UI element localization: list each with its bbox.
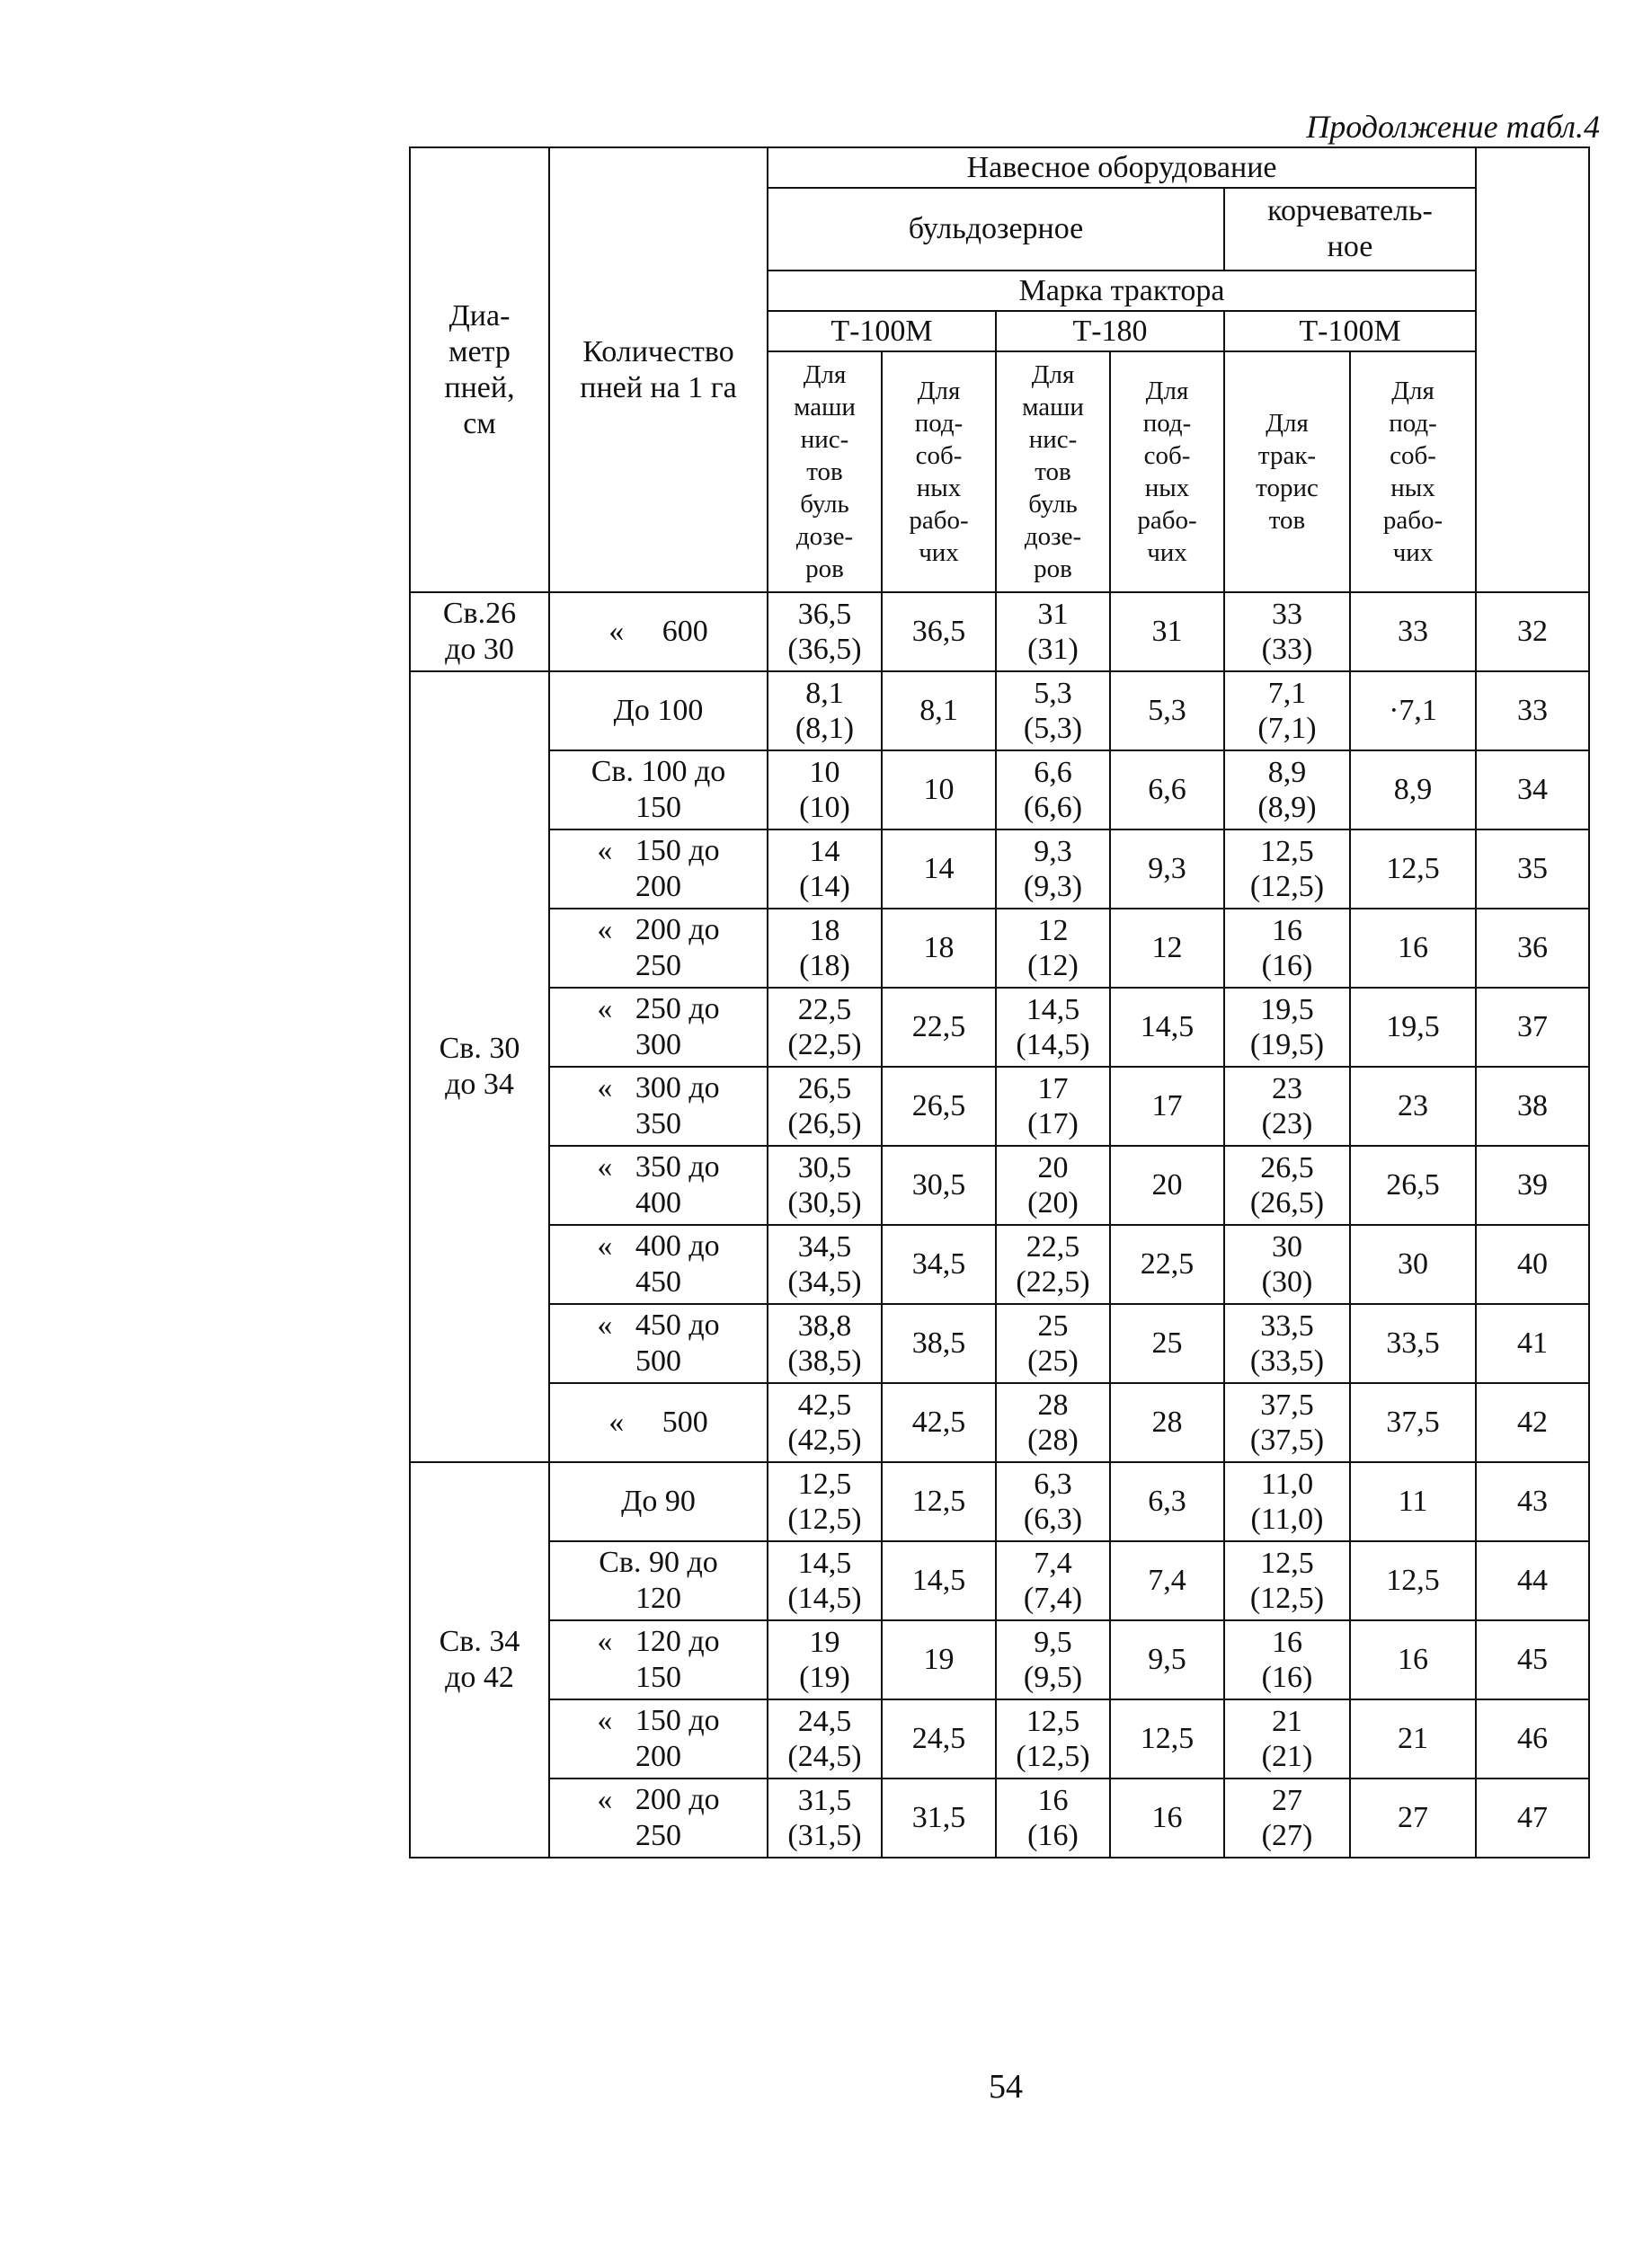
header-equipment: Навесное оборудование — [768, 147, 1476, 188]
norm-value-cell-4: 28 — [1110, 1383, 1224, 1462]
norm-value-cell-2: 34,5 — [882, 1225, 996, 1304]
norm-value-cell-5: 26,5 (26,5) — [1224, 1146, 1350, 1225]
header-col-auxiliary-workers-3: Для под- соб- ных рабо- чих — [1350, 351, 1476, 592]
stump-count-cell: « 300 до 350 — [549, 1067, 768, 1146]
stump-count-cell: Св. 90 до 120 — [549, 1541, 768, 1620]
norm-value-cell-3: 6,3 (6,3) — [996, 1462, 1110, 1541]
norm-value-cell-5: 33 (33) — [1224, 592, 1350, 671]
norm-value-cell-6: 30 — [1350, 1225, 1476, 1304]
header-col-auxiliary-workers-2: Для под- соб- ных рабо- чих — [1110, 351, 1224, 592]
header-stump-count: Количество пней на 1 га — [549, 147, 768, 592]
stump-count-cell: « 150 до 200 — [549, 1699, 768, 1779]
table-row — [410, 1462, 1589, 1541]
norm-value-cell-6: 12,5 — [1350, 1541, 1476, 1620]
norm-value-cell-3: 16 (16) — [996, 1779, 1110, 1858]
norm-value-cell-1: 24,5 (24,5) — [768, 1699, 882, 1779]
stump-count-cell: До 100 — [549, 671, 768, 750]
diameter-cell: Св. 30 до 34 — [410, 671, 549, 1462]
norm-value-cell-6: 33,5 — [1350, 1304, 1476, 1383]
norm-value-cell-1: 14,5 (14,5) — [768, 1541, 882, 1620]
table-row — [410, 829, 1589, 909]
norm-value-cell-4: 7,4 — [1110, 1541, 1224, 1620]
header-bulldozer: бульдозерное — [768, 188, 1224, 271]
norm-value-cell-3: 14,5 (14,5) — [996, 988, 1110, 1067]
norm-value-cell-6: 27 — [1350, 1779, 1476, 1858]
norm-value-cell-3: 28 (28) — [996, 1383, 1110, 1462]
norm-value-cell-4: 16 — [1110, 1779, 1224, 1858]
table-row — [410, 1146, 1589, 1225]
norm-value-cell-3: 12 (12) — [996, 909, 1110, 988]
norm-value-cell-3: 7,4 (7,4) — [996, 1541, 1110, 1620]
norm-value-cell-6: 16 — [1350, 909, 1476, 988]
row-number-cell: 33 — [1476, 671, 1589, 750]
norm-value-cell-2: 14 — [882, 829, 996, 909]
norms-table — [409, 146, 1590, 1858]
row-number-cell: 44 — [1476, 1541, 1589, 1620]
norm-value-cell-1: 42,5 (42,5) — [768, 1383, 882, 1462]
header-row-number — [1476, 147, 1589, 592]
norm-value-cell-4: 12,5 — [1110, 1699, 1224, 1779]
header-brand-t180: Т-180 — [996, 311, 1224, 351]
norm-value-cell-2: 30,5 — [882, 1146, 996, 1225]
norm-value-cell-6: 26,5 — [1350, 1146, 1476, 1225]
norm-value-cell-6: 16 — [1350, 1620, 1476, 1699]
header-col-bulldozer-operators-2: Для маши нис- тов буль дозе- ров — [996, 351, 1110, 592]
header-brand-t100m-rooter: Т-100М — [1224, 311, 1476, 351]
norm-value-cell-5: 19,5 (19,5) — [1224, 988, 1350, 1067]
stump-count-cell: « 350 до 400 — [549, 1146, 768, 1225]
page-number: 54 — [989, 2068, 1023, 2106]
stump-count-cell: Св. 100 до 150 — [549, 750, 768, 829]
norm-value-cell-2: 8,1 — [882, 671, 996, 750]
row-number-cell: 32 — [1476, 592, 1589, 671]
stump-count-cell: « 150 до 200 — [549, 829, 768, 909]
norm-value-cell-3: 17 (17) — [996, 1067, 1110, 1146]
row-number-cell: 37 — [1476, 988, 1589, 1067]
norm-value-cell-1: 34,5 (34,5) — [768, 1225, 882, 1304]
row-number-cell: 45 — [1476, 1620, 1589, 1699]
stump-count-cell: « 400 до 450 — [549, 1225, 768, 1304]
table-row — [410, 1620, 1589, 1699]
norm-value-cell-4: 6,3 — [1110, 1462, 1224, 1541]
stump-count-cell: « 500 — [549, 1383, 768, 1462]
row-number-cell: 40 — [1476, 1225, 1589, 1304]
row-number-cell: 47 — [1476, 1779, 1589, 1858]
norm-value-cell-3: 6,6 (6,6) — [996, 750, 1110, 829]
norm-value-cell-4: 6,6 — [1110, 750, 1224, 829]
norm-value-cell-3: 31 (31) — [996, 592, 1110, 671]
norm-value-cell-3: 9,5 (9,5) — [996, 1620, 1110, 1699]
norm-value-cell-6: 37,5 — [1350, 1383, 1476, 1462]
diameter-cell: Св.26 до 30 — [410, 592, 549, 671]
norm-value-cell-3: 25 (25) — [996, 1304, 1110, 1383]
norm-value-cell-1: 19 (19) — [768, 1620, 882, 1699]
row-number-cell: 42 — [1476, 1383, 1589, 1462]
norm-value-cell-1: 38,8 (38,5) — [768, 1304, 882, 1383]
norm-value-cell-6: 33 — [1350, 592, 1476, 671]
header-col-auxiliary-workers-1: Для под- соб- ных рабо- чих — [882, 351, 996, 592]
norm-value-cell-2: 10 — [882, 750, 996, 829]
norm-value-cell-4: 9,3 — [1110, 829, 1224, 909]
norm-value-cell-6: 19,5 — [1350, 988, 1476, 1067]
row-number-cell: 43 — [1476, 1462, 1589, 1541]
table-row — [410, 1304, 1589, 1383]
norm-value-cell-6: 12,5 — [1350, 829, 1476, 909]
row-number-cell: 38 — [1476, 1067, 1589, 1146]
table-head — [410, 147, 1589, 592]
norm-value-cell-5: 16 (16) — [1224, 909, 1350, 988]
norm-value-cell-5: 33,5 (33,5) — [1224, 1304, 1350, 1383]
diameter-cell: Св. 34 до 42 — [410, 1462, 549, 1858]
norm-value-cell-1: 10 (10) — [768, 750, 882, 829]
norm-value-cell-2: 26,5 — [882, 1067, 996, 1146]
norm-value-cell-5: 8,9 (8,9) — [1224, 750, 1350, 829]
stump-count-cell: « 450 до 500 — [549, 1304, 768, 1383]
header-rooter: корчеватель- ное — [1224, 188, 1476, 271]
table-row — [410, 1225, 1589, 1304]
norm-value-cell-2: 12,5 — [882, 1462, 996, 1541]
norm-value-cell-6: 8,9 — [1350, 750, 1476, 829]
norm-value-cell-5: 27 (27) — [1224, 1779, 1350, 1858]
header-diameter: Диа- метр пней, см — [410, 147, 549, 592]
norm-value-cell-1: 31,5 (31,5) — [768, 1779, 882, 1858]
norm-value-cell-4: 20 — [1110, 1146, 1224, 1225]
norm-value-cell-3: 22,5 (22,5) — [996, 1225, 1110, 1304]
table-continuation-label: Продолжение табл.4 — [1306, 109, 1600, 145]
norm-value-cell-1: 18 (18) — [768, 909, 882, 988]
norm-value-cell-5: 23 (23) — [1224, 1067, 1350, 1146]
stump-count-cell: « 250 до 300 — [549, 988, 768, 1067]
table-row — [410, 988, 1589, 1067]
norm-value-cell-4: 12 — [1110, 909, 1224, 988]
norm-value-cell-6: ·7,1 — [1350, 671, 1476, 750]
stump-count-cell: « 600 — [549, 592, 768, 671]
table-row — [410, 1699, 1589, 1779]
norm-value-cell-1: 30,5 (30,5) — [768, 1146, 882, 1225]
header-tractor-brand: Марка трактора — [768, 271, 1476, 311]
norm-value-cell-5: 12,5 (12,5) — [1224, 829, 1350, 909]
header-col-bulldozer-operators-1: Для маши нис- тов буль дозе- ров — [768, 351, 882, 592]
norm-value-cell-5: 16 (16) — [1224, 1620, 1350, 1699]
stump-count-cell: До 90 — [549, 1462, 768, 1541]
row-number-cell: 41 — [1476, 1304, 1589, 1383]
norm-value-cell-2: 14,5 — [882, 1541, 996, 1620]
stump-count-cell: « 200 до 250 — [549, 1779, 768, 1858]
norm-value-cell-4: 5,3 — [1110, 671, 1224, 750]
norm-value-cell-5: 11,0 (11,0) — [1224, 1462, 1350, 1541]
norm-value-cell-1: 14 (14) — [768, 829, 882, 909]
header-col-tractor-drivers: Для трак- торис тов — [1224, 351, 1350, 592]
norm-value-cell-2: 19 — [882, 1620, 996, 1699]
norm-value-cell-3: 20 (20) — [996, 1146, 1110, 1225]
norm-value-cell-1: 26,5 (26,5) — [768, 1067, 882, 1146]
norm-value-cell-1: 22,5 (22,5) — [768, 988, 882, 1067]
norm-value-cell-3: 12,5 (12,5) — [996, 1699, 1110, 1779]
norm-value-cell-5: 12,5 (12,5) — [1224, 1541, 1350, 1620]
norm-value-cell-2: 24,5 — [882, 1699, 996, 1779]
header-brand-t100m-bulldozer: Т-100М — [768, 311, 996, 351]
table-row — [410, 1383, 1589, 1462]
norm-value-cell-2: 42,5 — [882, 1383, 996, 1462]
stump-count-cell: « 200 до 250 — [549, 909, 768, 988]
norm-value-cell-2: 38,5 — [882, 1304, 996, 1383]
norm-value-cell-1: 12,5 (12,5) — [768, 1462, 882, 1541]
table-row — [410, 671, 1589, 750]
norm-value-cell-6: 21 — [1350, 1699, 1476, 1779]
table-row — [410, 1067, 1589, 1146]
table-row — [410, 1541, 1589, 1620]
norm-value-cell-4: 14,5 — [1110, 988, 1224, 1067]
norm-value-cell-5: 30 (30) — [1224, 1225, 1350, 1304]
table-row — [410, 1779, 1589, 1858]
norm-value-cell-2: 22,5 — [882, 988, 996, 1067]
norm-value-cell-3: 5,3 (5,3) — [996, 671, 1110, 750]
norm-value-cell-4: 22,5 — [1110, 1225, 1224, 1304]
norm-value-cell-5: 7,1 (7,1) — [1224, 671, 1350, 750]
norm-value-cell-4: 31 — [1110, 592, 1224, 671]
table-row — [410, 592, 1589, 671]
table-body — [410, 592, 1589, 1858]
norm-value-cell-6: 23 — [1350, 1067, 1476, 1146]
norm-value-cell-5: 21 (21) — [1224, 1699, 1350, 1779]
norm-value-cell-4: 9,5 — [1110, 1620, 1224, 1699]
row-number-cell: 36 — [1476, 909, 1589, 988]
table-row — [410, 909, 1589, 988]
table-row — [410, 750, 1589, 829]
norm-value-cell-4: 25 — [1110, 1304, 1224, 1383]
norm-value-cell-4: 17 — [1110, 1067, 1224, 1146]
norm-value-cell-5: 37,5 (37,5) — [1224, 1383, 1350, 1462]
norm-value-cell-2: 36,5 — [882, 592, 996, 671]
stump-count-cell: « 120 до 150 — [549, 1620, 768, 1699]
norm-value-cell-3: 9,3 (9,3) — [996, 829, 1110, 909]
norm-value-cell-2: 18 — [882, 909, 996, 988]
norm-value-cell-1: 8,1 (8,1) — [768, 671, 882, 750]
row-number-cell: 34 — [1476, 750, 1589, 829]
row-number-cell: 35 — [1476, 829, 1589, 909]
norm-value-cell-1: 36,5 (36,5) — [768, 592, 882, 671]
row-number-cell: 46 — [1476, 1699, 1589, 1779]
norm-value-cell-2: 31,5 — [882, 1779, 996, 1858]
row-number-cell: 39 — [1476, 1146, 1589, 1225]
norm-value-cell-6: 11 — [1350, 1462, 1476, 1541]
